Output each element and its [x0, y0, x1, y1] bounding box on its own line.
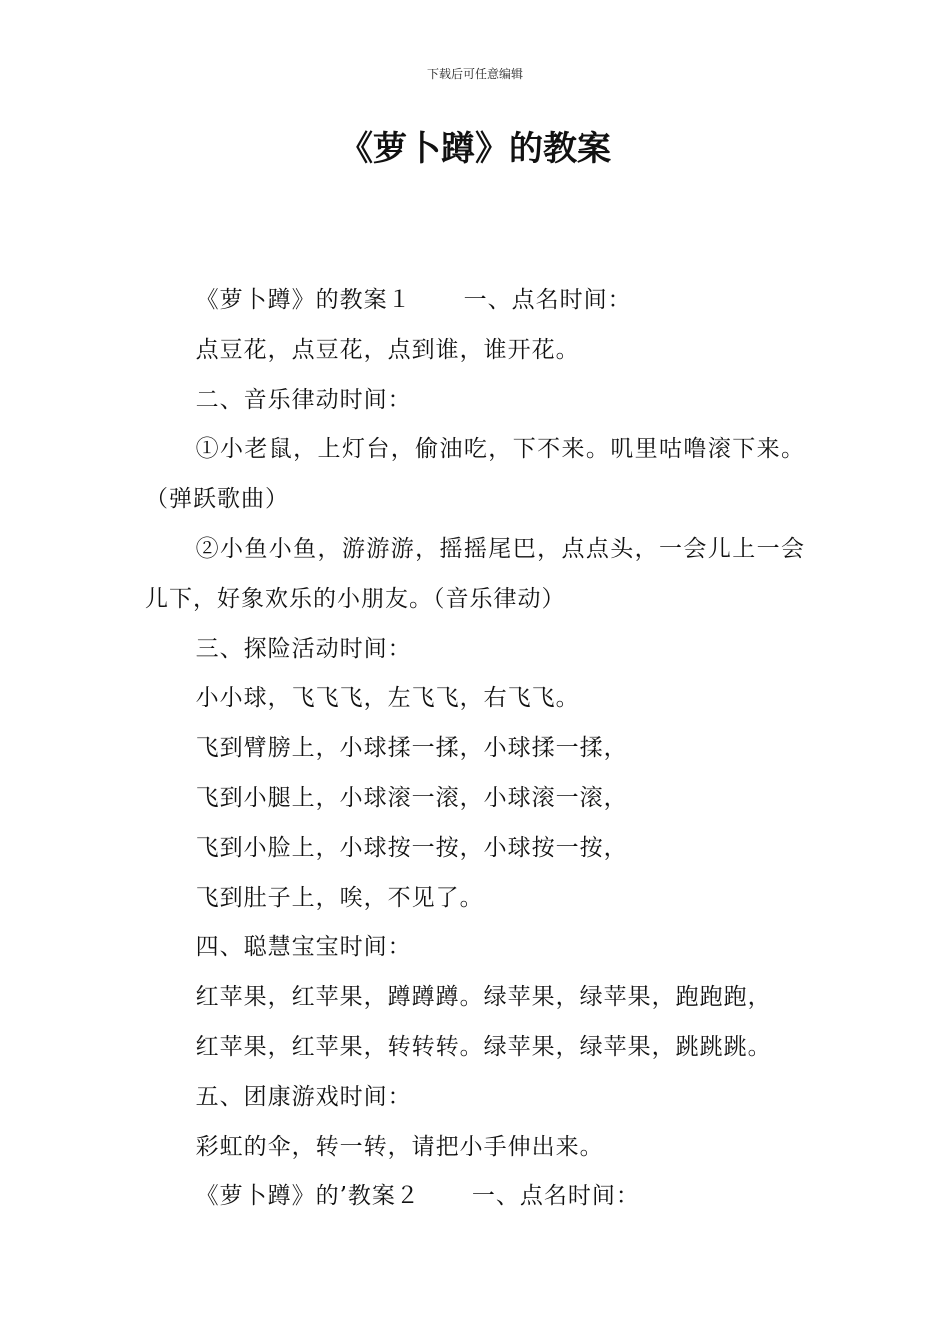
document-title: 《萝卜蹲》的教案	[339, 129, 611, 169]
section-heading: 一、点名时间：	[463, 287, 632, 313]
paragraph: ②小鱼小鱼，游游游，摇摇尾巴，点点头，一会儿上一会儿下，好象欢乐的小朋友。（音乐律动）	[145, 535, 805, 612]
paragraph: 点豆花，点豆花，点到谁，谁开花。	[195, 336, 580, 363]
paragraph-lesson2-heading	[145, 1172, 805, 1222]
paragraph: 飞到小腿上，小球滚一滚，小球滚一滚，	[195, 784, 628, 811]
section-heading: 四、聪慧宝宝时间：	[195, 934, 412, 961]
paragraph: 飞到臂膀上，小球揉一揉，小球揉一揉，	[195, 735, 628, 762]
paragraph: 飞到小脸上，小球按一按，小球按一按，	[195, 834, 628, 861]
paragraph-lesson1-heading	[145, 276, 805, 326]
paragraph: 红苹果，红苹果，蹲蹲蹲。绿苹果，绿苹果，跑跑跑，	[195, 984, 772, 1011]
section-heading: 五、团康游戏时间：	[195, 1083, 412, 1110]
section-heading: 二、音乐律动时间：	[195, 386, 412, 413]
section-heading: 三、探险活动时间：	[195, 635, 412, 662]
paragraph: 飞到肚子上，唉，不见了。	[195, 884, 484, 911]
lesson-label: 《萝卜蹲》的’教案２	[195, 1183, 420, 1210]
paragraph: 红苹果，红苹果，转转转。绿苹果，绿苹果，跳跳跳。	[195, 1033, 772, 1060]
paragraph: 小小球，飞飞飞，左飞飞，右飞飞。	[195, 685, 580, 712]
paragraph: 彩虹的伞，转一转，请把小手伸出来。	[195, 1133, 604, 1160]
page-header-note: 下载后可任意编辑	[426, 67, 523, 81]
document-body	[145, 276, 805, 1222]
section-heading: 一、点名时间：	[471, 1183, 640, 1210]
paragraph: ①小老鼠，上灯台，偷油吃，下不来。叽里咕噜滚下来。（弹跃歌曲）	[145, 436, 805, 513]
lesson-label: 《萝卜蹲》的教案１	[195, 287, 412, 313]
